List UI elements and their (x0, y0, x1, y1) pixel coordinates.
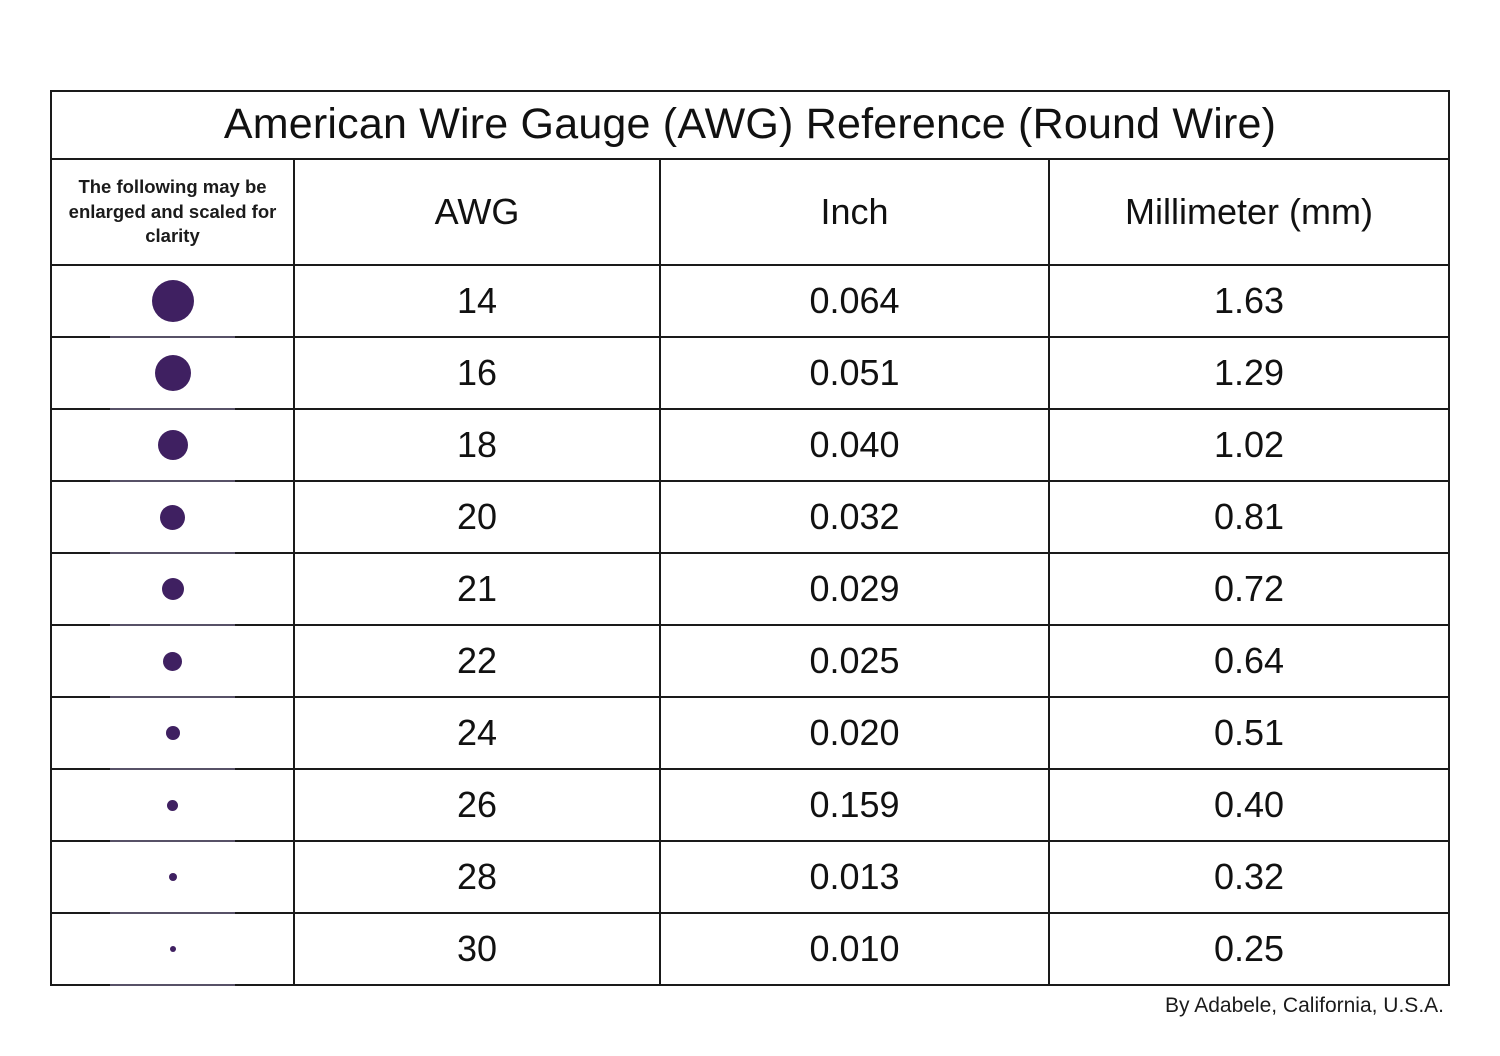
wire-dot-cell (51, 265, 294, 337)
cell-awg: 22 (294, 625, 660, 697)
wire-diameter-dot-icon (170, 946, 176, 952)
wire-dot-cell (51, 553, 294, 625)
table-row (51, 841, 1449, 913)
wire-dot-cell (51, 769, 294, 841)
wire-dot-cell (51, 697, 294, 769)
wire-dot-cell (51, 913, 294, 985)
wire-dot-cell (51, 337, 294, 409)
cell-millimeter: 0.81 (1049, 481, 1449, 553)
cell-millimeter: 0.72 (1049, 553, 1449, 625)
table-row (51, 697, 1449, 769)
cell-millimeter: 0.25 (1049, 913, 1449, 985)
cell-awg: 20 (294, 481, 660, 553)
clarity-note: The following may be enlarged and scaled for clarity (51, 159, 294, 265)
wire-dot-cell (51, 625, 294, 697)
awg-reference-table (50, 90, 1450, 986)
cell-inch: 0.064 (660, 265, 1049, 337)
cell-inch: 0.040 (660, 409, 1049, 481)
column-header-millimeter: Millimeter (mm) (1049, 159, 1449, 265)
credit-line: By Adabele, California, U.S.A. (1165, 994, 1444, 1017)
cell-awg: 21 (294, 553, 660, 625)
awg-reference-sheet (50, 90, 1450, 1036)
cell-awg: 24 (294, 697, 660, 769)
cell-inch: 0.032 (660, 481, 1049, 553)
wire-diameter-dot-icon (169, 873, 177, 881)
table-row (51, 337, 1449, 409)
cell-awg: 28 (294, 841, 660, 913)
table-row (51, 769, 1449, 841)
cell-inch: 0.010 (660, 913, 1049, 985)
credit-wrap (50, 994, 1450, 1036)
table-row (51, 913, 1449, 985)
cell-millimeter: 0.40 (1049, 769, 1449, 841)
wire-diameter-dot-icon (163, 652, 182, 671)
column-header-awg: AWG (294, 159, 660, 265)
wire-dot-cell (51, 409, 294, 481)
table-row (51, 409, 1449, 481)
cell-millimeter: 1.63 (1049, 265, 1449, 337)
table-row (51, 265, 1449, 337)
cell-inch: 0.051 (660, 337, 1049, 409)
cell-inch: 0.029 (660, 553, 1049, 625)
cell-millimeter: 0.32 (1049, 841, 1449, 913)
table-body (51, 265, 1449, 985)
table-column-header-row (51, 159, 1449, 265)
cell-inch: 0.159 (660, 769, 1049, 841)
table-row (51, 553, 1449, 625)
table-row (51, 625, 1449, 697)
table-header (51, 91, 1449, 265)
wire-dot-cell (51, 841, 294, 913)
wire-diameter-dot-icon (155, 355, 191, 391)
table-title-row (51, 91, 1449, 159)
cell-millimeter: 0.51 (1049, 697, 1449, 769)
cell-millimeter: 1.02 (1049, 409, 1449, 481)
cell-inch: 0.013 (660, 841, 1049, 913)
wire-diameter-dot-icon (166, 726, 180, 740)
cell-inch: 0.020 (660, 697, 1049, 769)
wire-diameter-dot-icon (162, 578, 184, 600)
cell-awg: 26 (294, 769, 660, 841)
column-header-inch: Inch (660, 159, 1049, 265)
cell-millimeter: 0.64 (1049, 625, 1449, 697)
wire-diameter-dot-icon (167, 800, 178, 811)
wire-diameter-dot-icon (158, 430, 188, 460)
wire-dot-cell (51, 481, 294, 553)
page-title: American Wire Gauge (AWG) Reference (Round Wire) (51, 91, 1449, 159)
wire-diameter-dot-icon (160, 505, 185, 530)
table-row (51, 481, 1449, 553)
cell-millimeter: 1.29 (1049, 337, 1449, 409)
cell-awg: 18 (294, 409, 660, 481)
cell-awg: 16 (294, 337, 660, 409)
cell-awg: 14 (294, 265, 660, 337)
cell-inch: 0.025 (660, 625, 1049, 697)
cell-awg: 30 (294, 913, 660, 985)
wire-diameter-dot-icon (152, 280, 194, 322)
